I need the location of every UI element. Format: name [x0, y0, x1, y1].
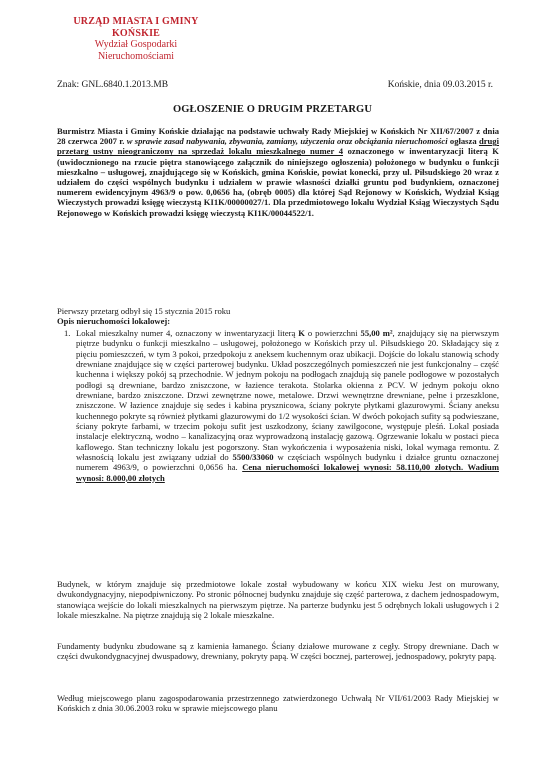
item-area: 55,00 m² [360, 328, 393, 338]
stamp-office-name: URZĄD MIASTA I GMINY [73, 16, 199, 27]
item-text-3: o powierzchni [304, 328, 361, 338]
building-description: Budynek, w którym znajduje się przedmiotowe lokale został wybudowany w końcu XIX wieku Jest on murowany, dwukondygnacyjny, niepodpiwniczony. Po stronic północnej budynku znajduje się część parterowa, z dachem jednospadowym, stanowiąca wejście do lokali mieszkalnych na pierwszym piętrze. Na parterze budynku jest 5 odrębnych lokali usługowych i 2 lokale mieszkalne. Na piętrze znajdują się 2 lokale mieszkalne. [57, 579, 499, 621]
item-share: 5500/33060 [232, 452, 274, 463]
office-stamp [56, 16, 216, 62]
intro-text-3: ogłasza [447, 136, 479, 147]
building-structure: Fundamenty budynku zbudowane są z kamienia łamanego. Ściany działowe murowane z cegły. Stropy drewniane. Dach w części dwukondygnacyjnej dwuspadowy, drewniany, pokryty papą. W części bocznej, parterowej, jednospadowy, pokryty papą. [57, 641, 499, 662]
reference-number: Znak: GNL.6840.1.2013.MB [57, 80, 169, 90]
price-and-deposit: Cena nieruchomości lokalowej wynosi: 58.110,00 złotych. Wadium wynosi: 8.000,00 złotych [76, 462, 499, 483]
announcement-intro [57, 126, 499, 218]
document-date: Końskie, dnia 09.03.2015 r. [387, 80, 493, 90]
stamp-city: KOŃSKIE [111, 27, 161, 39]
item-text-7: w częściach wspólnych budynku i działce gruntu oznaczonej numerem 4963/9, o powierzchni 0,0656 ha. [76, 452, 499, 473]
document-title: OGŁOSZENIE O DRUGIM PRZETARGU [172, 104, 373, 115]
intro-text-5: oznaczonego w inwentaryzacji literą K (uwidocznionego na rzucie piętra stanowiącego załącznik do niniejszego ogłoszenia) położonego w budynku o funkcji mieszkalno – usługowej, znajdującego się w Końskich, gmina Końskie, powiat konecki, przy ul. Piłsudskiego 20 wraz z udziałem do części wspólnych budynku i udziałem w prawie własności działki gruntu pod budynkiem, oznaczonej numerem ewidencyjnym 4963/9 o pow. 0,0656 ha, (obręb 0005) dla której Sąd Rejonowy w Końskich, Wydział Ksiąg Wieczystych prowadzi księgę wieczystą KI1K/00000027/1. Dla przedmiotowego lokalu Wydział Ksiąg Wieczystych Sądu Rejonowego w Końskich prowadzi księgę wieczystą KI1K/00044522/1. [57, 146, 499, 218]
item-text-1: Lokal mieszkalny numer 4, oznaczony w inwentaryzacji literą [76, 328, 299, 338]
item-letter: K [298, 328, 305, 338]
zoning-plan-text: Według miejscowego planu zagospodarowania przestrzennego zatwierdzonego Uchwałą Nr VII/61/2003 Rady Miejskiej w Końskich z dnia 30.06.2003 roku w sprawie miejscowego planu [57, 693, 499, 714]
first-tender-note: Pierwszy przetarg odbył się 15 stycznia 2015 roku [57, 306, 231, 316]
list-item [64, 328, 500, 483]
item-text-5: , znajdujący się na pierwszym piętrze budynku o funkcji mieszkalno – usługowej, położonego w Końskich przy ul. Piłsudskiego 20. Składający się z pięciu pomieszczeń, w tym 3 pokoi, przedpokoju z aneksem kuchennym oraz ubikacji. Dojście do lokalu stanowią schody drewniane znajdujące się w części parterowej budynku. Układ poszczególnych pomieszczeń nie jest funkcjonalny – część kuchenna i większy pokój są przechodnie. W jednym pokoju na podłogach znajdują się panele podłogowe w pozostałych podłogi są drewniane, bardzo zniszczone, w łazience terakota. Stolarka okienna z PCV. W jednym pokoju okno drewniane, bardzo zniszczone. Drzwi zewnętrzne nowe, metalowe. Drzwi wewnętrzne drewniane, pełne i przeszklone, zniszczone. W łazience znajduje się sedes i kabina prysznicowa, ściany pokryte płytkami glazurowymi. Ściany aneksu kuchennego pokryte są również płytkami glazurowymi do 1/2 wysokości ścian. W dwóch pokojach sufity są podwieszane, ściany pokryte farbami, w trzecim pokoju sufit jest uszkodzony, ściany zawilgocone, występuje pleśń. Lokal posiada instalacje elektryczną, wodno – kanalizacyjną oraz wyprowadzoną instalację gazową. Ogrzewanie lokalu w postaci pieca kaflowego. Stan techniczny lokalu jest pogorszony. Stan wykończenia i wyposażenia niski, lokal wymaga remontu. Z własnością lokalu jest związany udział do [76, 328, 500, 463]
stamp-department-sub: Nieruchomościami [97, 50, 175, 62]
intro-tender-type: drugi przetarg ustny nieograniczony na sprzedaż lokalu mieszkalnego numer 4 [57, 136, 499, 157]
intro-text-1: Burmistrz Miasta i Gminy Końskie działając na podstawie uchwały Rady Miejskiej w Końskich Nr XII/67/2007 z dnia 28 czerwca 2007 r. [57, 126, 499, 147]
list-item-number: 1. [64, 328, 71, 338]
intro-resolution-subject: w sprawie zasad nabywania, zbywania, zamiany, użyczenia oraz obciążania nieruchomości [126, 136, 448, 147]
stamp-department: Wydział Gospodarki [94, 39, 178, 50]
description-heading: Opis nieruchomości lokalowej: [57, 316, 171, 326]
